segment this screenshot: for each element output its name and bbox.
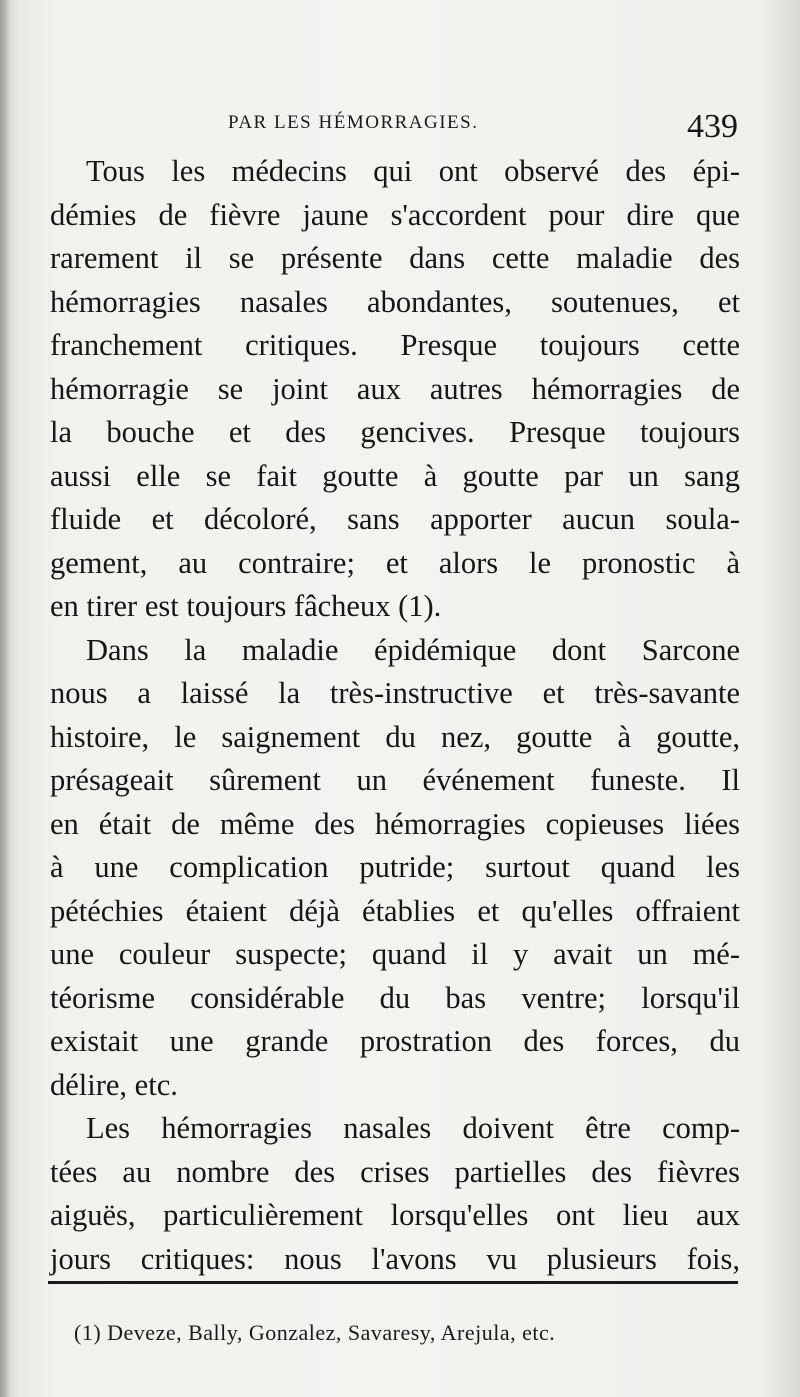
running-head: PAR LES HÉMORRAGIES.: [228, 112, 479, 133]
text-line: histoire, le saignement du nez, goutte à goutte,: [50, 719, 740, 754]
footnote: (1) Deveze, Bally, Gonzalez, Savaresy, Arejula, etc.: [74, 1320, 556, 1345]
text-line: nous a laissé la très-instructive et très-savante: [50, 676, 740, 710]
text-line: fluide et décoloré, sans apporter aucun soula-: [50, 502, 740, 536]
text-line: la bouche et des gencives. Presque toujours: [50, 415, 740, 449]
body-text: [50, 150, 740, 1281]
text-line: délire, etc.: [50, 1067, 178, 1102]
text-line: Tous les médecins qui ont observé des épi-: [86, 154, 740, 188]
text-line: en tirer est toujours fâcheux (1).: [50, 589, 442, 623]
text-line: une couleur suspecte; quand il y avait un mé-: [50, 937, 740, 971]
footnote-rule: [48, 1281, 738, 1284]
text-line: Dans la maladie épidémique dont Sarcone: [86, 632, 740, 667]
text-line: Les hémorragies nasales doivent être comp-: [86, 1111, 740, 1145]
text-line: rarement il se présente dans cette maladie des: [50, 241, 740, 275]
page-gutter-shadow: [0, 0, 10, 1397]
text-line: hémorragies nasales abondantes, soutenues, et: [50, 284, 740, 319]
text-line: en était de même des hémorragies copieuses liées: [50, 806, 740, 841]
text-line: hémorragie se joint aux autres hémorragies de: [50, 371, 740, 406]
text-line: gement, au contraire; et alors le pronostic à: [50, 545, 740, 580]
text-line: à une complication putride; surtout quand les: [50, 850, 740, 884]
text-line: existait une grande prostration des forces, du: [50, 1024, 740, 1058]
page-number: 439: [687, 108, 738, 145]
text-line: aussi elle se fait goutte à goutte par un sang: [50, 458, 740, 493]
text-line: aiguës, particulièrement lorsqu'elles ont lieu aux: [50, 1198, 740, 1232]
text-line: présageait sûrement un événement funeste. Il: [50, 763, 740, 797]
text-line: jours critiques: nous l'avons vu plusieurs fois,: [50, 1241, 740, 1276]
text-line: téorisme considérable du bas ventre; lorsqu'il: [50, 980, 740, 1015]
text-line: tées au nombre des crises partielles des fièvres: [50, 1154, 740, 1189]
text-line: franchement critiques. Presque toujours cette: [50, 328, 740, 362]
text-line: démies de fièvre jaune s'accordent pour dire que: [50, 197, 740, 232]
text-line: pétéchies étaient déjà établies et qu'elles offraient: [50, 893, 740, 928]
